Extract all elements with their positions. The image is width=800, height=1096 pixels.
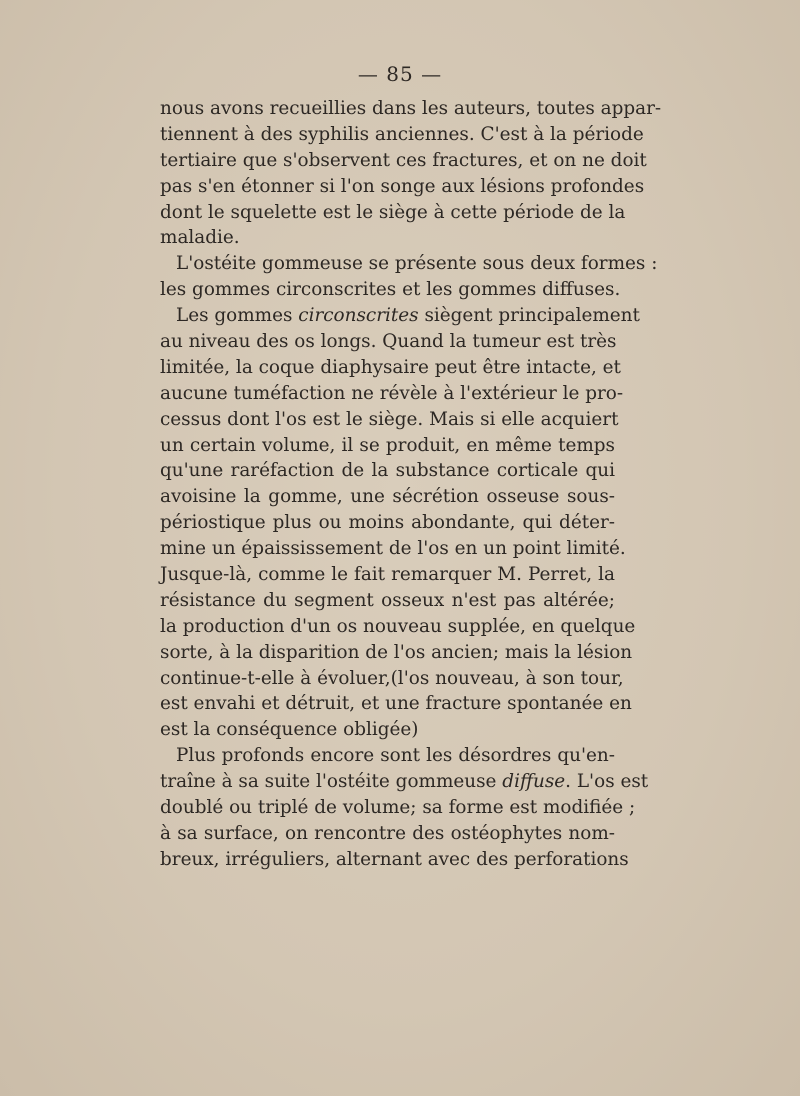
text-line: L'ostéite gommeuse se présente sous deux formes : — [176, 253, 658, 275]
text-segment: . L'os est — [565, 771, 649, 793]
text-segment: siègent principalement — [418, 305, 640, 327]
text-line: dont le squelette est le siège à cette période de la — [160, 201, 626, 223]
text-line: résistance du segment osseux n'est pas altérée; — [160, 589, 615, 611]
page-number: — 85 — — [357, 62, 443, 86]
text-line: est la conséquence obligée) — [160, 719, 419, 741]
text-line: breux, irréguliers, alternant avec des perforations — [160, 848, 629, 870]
text-line: au niveau des os longs. Quand la tumeur est très — [160, 331, 617, 353]
text-segment: traîne à sa suite l'ostéite gommeuse — [160, 771, 503, 793]
text-line: la production d'un os nouveau supplée, en quelque — [160, 615, 636, 637]
text-line: Plus profonds encore sont les désordres qu'en- — [176, 745, 615, 767]
text-line: Jusque-là, comme le fait remarquer M. Perret, la — [160, 564, 615, 586]
text-line — [160, 769, 649, 795]
italic-term: diffuse — [502, 771, 566, 793]
text-line: les gommes circonscrites et les gommes diffuses. — [160, 279, 621, 301]
text-line: périostique plus ou moins abondante, qui déter- — [160, 512, 615, 534]
italic-term: circonscrites — [298, 305, 419, 327]
text-line: avoisine la gomme, une sécrétion osseuse sous- — [160, 486, 615, 508]
text-line: cessus dont l'os est le siège. Mais si elle acquiert — [160, 408, 619, 430]
text-line: à sa surface, on rencontre des ostéophytes nom- — [160, 822, 615, 844]
text-line: doublé ou triplé de volume; sa forme est modifiée ; — [160, 797, 636, 819]
text-line: un certain volume, il se produit, en même temps — [160, 434, 615, 456]
body-text — [160, 96, 662, 873]
text-line: limitée, la coque diaphysaire peut être intacte, et — [160, 356, 621, 378]
text-line: maladie. — [160, 227, 240, 249]
text-line: qu'une raréfaction de la substance corticale qui — [160, 460, 615, 482]
text-segment: Les gommes — [176, 305, 299, 327]
text-line: aucune tuméfaction ne révèle à l'extérieur le pro- — [160, 382, 624, 404]
text-line: sorte, à la disparition de l'os ancien; mais la lésion — [160, 641, 633, 663]
text-line: tertiaire que s'observent ces fractures, et on ne doit — [160, 149, 647, 171]
text-line: pas s'en étonner si l'on songe aux lésions profondes — [160, 175, 645, 197]
text-line: continue-t-elle à évoluer,(l'os nouveau, à son tour, — [160, 667, 624, 689]
text-line: nous avons recueillies dans les auteurs, toutes appar- — [160, 98, 662, 119]
text-line: tiennent à des syphilis anciennes. C'est à la période — [160, 123, 644, 145]
text-line: mine un épaississement de l'os en un point limité. — [160, 538, 626, 560]
text-line — [160, 303, 640, 329]
text-line: est envahi et détruit, et une fracture spontanée en — [160, 693, 632, 715]
